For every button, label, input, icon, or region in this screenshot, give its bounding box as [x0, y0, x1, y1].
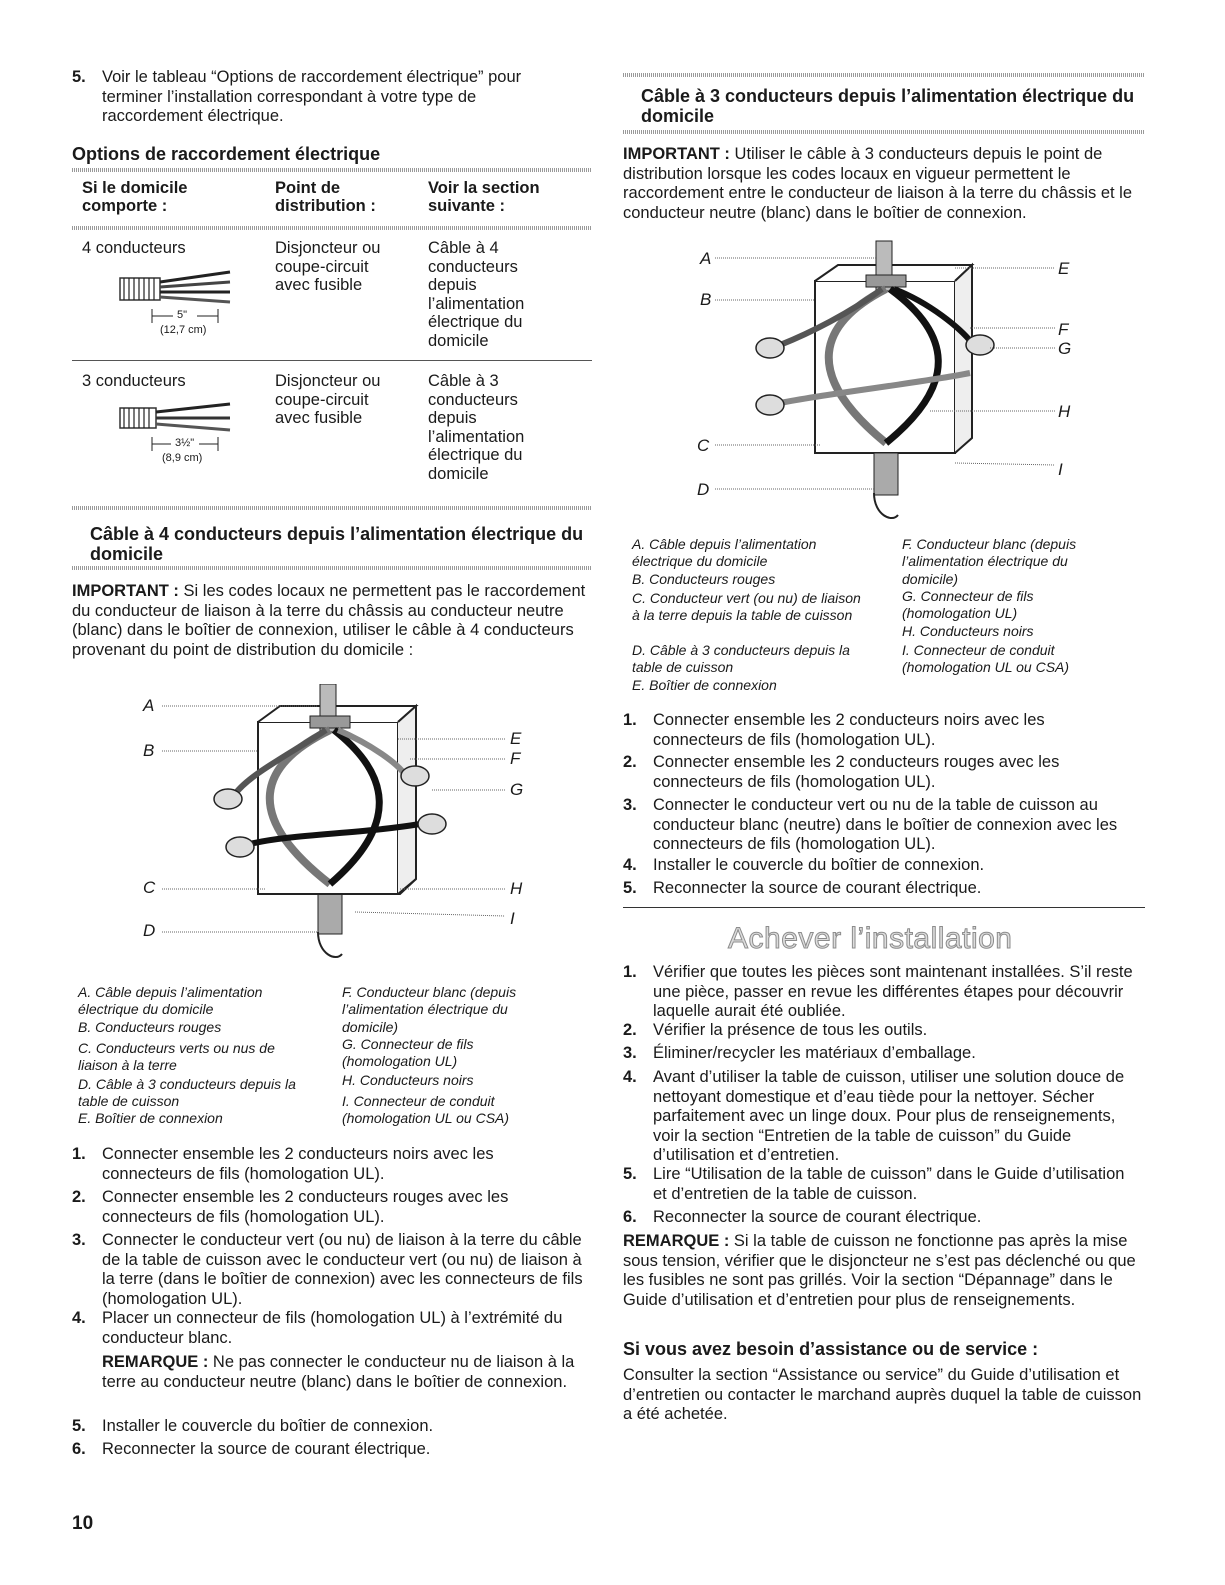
dimension-metric-2: (8,9 cm): [162, 452, 203, 464]
diagram4-label-a: A: [143, 696, 155, 715]
dimension-metric-1: (12,7 cm): [160, 324, 207, 336]
table-header-band: [72, 226, 592, 230]
diagram4-label-i: I: [510, 909, 515, 928]
right-remarque: [623, 1232, 1145, 1310]
diagram4-label-e: E: [510, 729, 522, 748]
left-remarque-text: Ne pas connecter le conducteur nu de liaison à la terre au conducteur neutre (blanc) dans le boîtier de connexion.: [102, 1353, 575, 1391]
assist-title: Si vous avez besoin d’assistance ou de service :: [623, 1339, 1039, 1359]
achever-rule: [623, 907, 1145, 908]
table-row-1-col2: Disjoncteur ou coupe-circuit avec fusible: [275, 239, 381, 295]
dimension-label-2: 3½": [175, 437, 195, 449]
legend4-a: A. Câble depuis l’alimentation électrique du domicile: [78, 984, 263, 1018]
diagram4-label-h: H: [510, 879, 523, 898]
table-header-2: Point de distribution :: [275, 179, 376, 215]
section4-title: Câble à 4 conducteurs depuis l’alimentation électrique du domicile: [90, 524, 584, 564]
table-header-1: Si le domicile comporte :: [82, 179, 188, 215]
diagram3-label-a: A: [700, 249, 712, 268]
legend4-g: G. Connecteur de fils (homologation UL): [342, 1036, 474, 1070]
table-row-divider: [72, 360, 592, 361]
diagram3-label-b: B: [700, 290, 712, 309]
table-row-2-col2: Disjoncteur ou coupe-circuit avec fusible: [275, 372, 381, 428]
options-title: Options de raccordement électrique: [72, 144, 381, 164]
section4-band-bottom: [72, 566, 592, 570]
legend4-d: D. Câble à 3 conducteurs depuis la table de cuisson: [78, 1076, 296, 1110]
right-remarque-label: REMARQUE :: [623, 1232, 730, 1250]
section3-band-bottom: [623, 130, 1145, 134]
legend4-f: F. Conducteur blanc (depuis l’alimentation électrique du domicile): [342, 984, 517, 1035]
diagram4-label-b: B: [143, 741, 155, 760]
table-row-2-col3: Câble à 3 conducteurs depuis l’alimentation électrique du domicile: [428, 372, 525, 483]
diagram3-label-d: D: [697, 480, 710, 499]
section3-important: [623, 145, 1143, 223]
legend4-b: B. Conducteurs rouges: [78, 1019, 222, 1035]
right-remarque-text: Si la table de cuisson ne fonctionne pas après la mise sous tension, vérifier que le disjoncteur ne s’est pas déclenché ou que les fusibles ne sont pas grillés. Voir la section “Dépannage” dans le Guide d’utilisation et d’entretien pour plus de renseignements.: [623, 1232, 1136, 1309]
dimension-label-1: 5": [177, 309, 188, 321]
important-text: Si les codes locaux ne permettent pas le raccordement du conducteur de liaison à la terre du châssis au conducteur neutre (blanc) dans le boîtier de connexion, utiliser le câble à 4 conducteurs provenant du point de distribution du domicile :: [72, 582, 586, 659]
wire-4-conductor-illustration: [118, 266, 238, 312]
wiring-diagram-4-conductor: [140, 684, 530, 984]
table-row-2-col1: 3 conducteurs: [82, 372, 186, 390]
right-important-label: IMPORTANT :: [623, 145, 730, 163]
diagram3-label-e: E: [1058, 259, 1070, 278]
legend4-h: H. Conducteurs noirs: [342, 1072, 474, 1088]
section3-band-top: [623, 73, 1145, 77]
diagram4-label-g: G: [510, 780, 524, 799]
section4-important: [72, 582, 587, 660]
wiring-diagram-3-conductor: [700, 233, 1070, 523]
diagram4-label-c: C: [143, 878, 156, 897]
legend3-c: C. Conducteur vert (ou nu) de liaison à la terre depuis la table de cuisson: [632, 590, 861, 624]
diagram3-label-g: G: [1058, 339, 1072, 358]
diagram3-label-f: F: [1058, 320, 1069, 339]
options-band-top: [72, 168, 592, 172]
legend3-d: D. Câble à 3 conducteurs depuis la table de cuisson: [632, 642, 850, 676]
legend4-c: C. Conducteurs verts ou nus de liaison à la terre: [78, 1040, 275, 1074]
important-label: IMPORTANT :: [72, 582, 179, 600]
diagram3-label-h: H: [1058, 402, 1071, 421]
assist-text: Consulter la section “Assistance ou service” du Guide d’utilisation et d’entretien ou contacter le marchand auprès duquel la table de cuisson a été achetée.: [623, 1366, 1142, 1423]
section4-band-top: [72, 506, 592, 510]
page-number: 10: [72, 1513, 94, 1534]
diagram4-label-d: D: [143, 921, 156, 940]
left-remarque: [102, 1353, 590, 1392]
wire-3-conductor-illustration: [118, 398, 238, 438]
legend3-f: F. Conducteur blanc (depuis l’alimentation électrique du domicile): [902, 536, 1077, 587]
legend3-e: E. Boîtier de connexion: [632, 677, 777, 693]
legend3-a: A. Câble depuis l’alimentation électrique du domicile: [632, 536, 817, 570]
table-header-3: Voir la section suivante :: [428, 179, 540, 215]
legend3-g: G. Connecteur de fils (homologation UL): [902, 588, 1034, 622]
legend4-e: E. Boîtier de connexion: [78, 1110, 223, 1126]
right-important-text: Utiliser le câble à 3 conducteurs depuis le point de distribution lorsque les codes locaux en vigueur permettent le raccordement entre le conducteur de liaison à la terre du châssis et le conducteur neutre (blanc) dans le boîtier de connexion.: [623, 145, 1133, 222]
table-row-1-col1: 4 conducteurs: [82, 239, 186, 257]
diagram4-label-f: F: [510, 749, 521, 768]
diagram3-label-c: C: [697, 436, 710, 455]
left-remarque-label: REMARQUE :: [102, 1353, 209, 1371]
achever-title: Achever l’installation: [728, 922, 1013, 955]
section3-title: Câble à 3 conducteurs depuis l’alimentation électrique du domicile: [641, 86, 1135, 126]
table-row-1-col3: Câble à 4 conducteurs depuis l’alimentation électrique du domicile: [428, 239, 525, 350]
legend3-i: I. Connecteur de conduit (homologation UL ou CSA): [902, 642, 1070, 676]
legend4-i: I. Connecteur de conduit (homologation UL ou CSA): [342, 1093, 510, 1127]
intro-step-5-text: Voir le tableau “Options de raccordement électrique” pour terminer l’installation correspondant à votre type de raccordement électrique.: [102, 68, 522, 125]
diagram3-label-i: I: [1058, 460, 1063, 479]
legend3-b: B. Conducteurs rouges: [632, 571, 776, 587]
legend3-h: H. Conducteurs noirs: [902, 623, 1034, 639]
